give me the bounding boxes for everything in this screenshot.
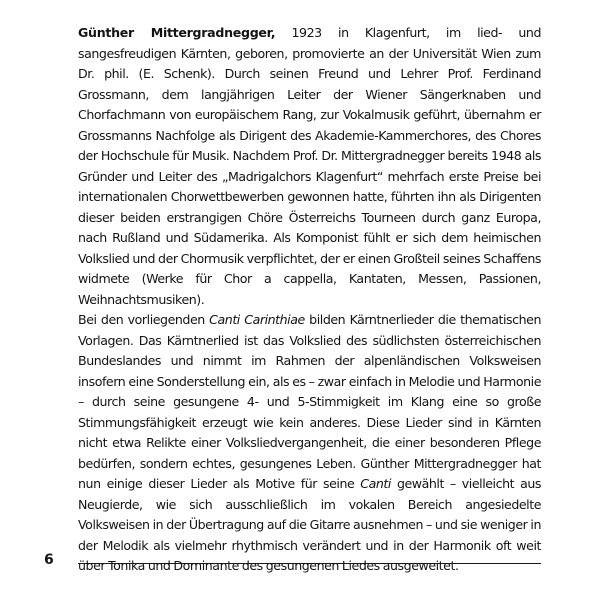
work-title-canti-carinthiae: Canti Carinthiae <box>209 312 305 327</box>
body-text <box>78 23 541 577</box>
paragraph-biography <box>78 23 541 310</box>
paragraph2-lead: Bei den vorliegenden <box>78 312 210 327</box>
footer-rule <box>78 563 541 564</box>
biography-text: 1923 in Klagenfurt, im lied- und sangesfreudigen Kärnten, geboren, promovierte an der Universität Wien zum Dr. phil. (E. Schenk). Durch seinen Freund und Lehrer Prof. Ferdinand Grossmann, dem langjährigen Leiter der Wiener Sängerknaben und Chorfachmann von europäischem Rang, zur Vokalmusik geführt, übernahm er Grossmanns Nachfolge als Dirigent des Akademie-Kammerchores, des Chores der Hochschule für Musik. Nachdem Prof. Dr. Mittergradnegger bereits 1948 als Gründer und Leiter des „Madrigalchors Klagenfurt“ mehrfach erste Preise bei internationalen Chorwettbewerben gewonnen hatte, führten ihn als Dirigenten dieser beiden erstrangigen Chöre Österreichs Tourneen durch ganz Europa, nach Rußland und Südamerika. Als Komponist fühlt er sich dem heimischen Volkslied und der Chormusik verpflichtet, der er einen Großteil seines Schaffens widmete (Werke für Chor a cappella, Kantaten, Messen, Passionen, Weihnachtsmusiken). <box>78 25 541 307</box>
page-number: 6 <box>44 552 54 568</box>
work-title-canti: Canti <box>360 476 391 491</box>
paragraph2-text-a: bilden Kärntnerlieder die thematischen Vorlagen. Das Kärntnerlied ist das Volkslied des südlichsten österreichischen Bundeslandes und nimmt im Rahmen der alpenländischen Volksweisen insofern eine Sonderstellung ein, als es – zwar einfach in Melodie und Harmonie – durch seine gesungene 4- und 5-Stimmigkeit im Klang eine so große Stimmungsfähigkeit erzeugt wie kein anderes. Diese Lieder sind in Kärnten nicht etwa Relikte einer Volksliedvergangenheit, die einer besonderen Pflege bedürfen, sondern echtes, gesungenes Leben. Günther Mittergradnegger hat nun einige dieser Lieder als Motive für seine <box>78 312 542 491</box>
paragraph-canti-carinthiae <box>78 310 541 577</box>
author-name: Günther Mittergradnegger, <box>78 25 276 40</box>
paragraph2-text-b: gewählt – vielleicht aus Neugierde, wie sich ausschließlich im vokalen Bereich angesiedelte Volksweisen in der Übertragung auf die Gitarre ausnehmen – und sie weniger in der Melodik als vielmehr rhythmisch verändert und in der Harmonik oft weit über Tonika und Dominante des gesungenen Liedes ausgeweitet. <box>78 476 541 573</box>
